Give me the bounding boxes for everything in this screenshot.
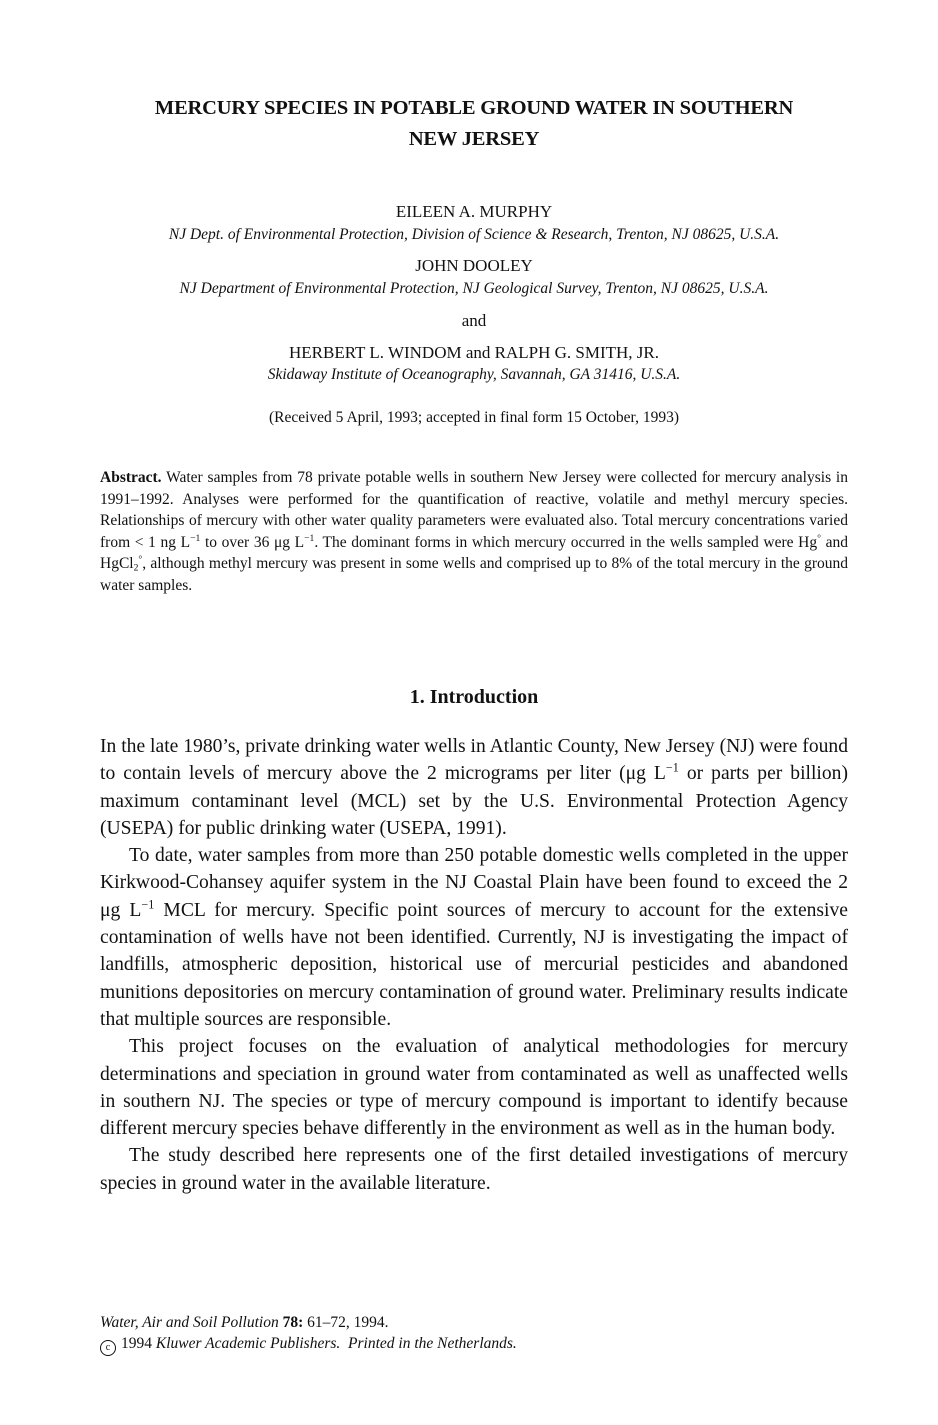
abstract-superscript-4: ° xyxy=(138,554,143,566)
paper-title xyxy=(100,93,848,155)
abstract-text-2: to over 36 μg L xyxy=(200,533,305,551)
copyright-line xyxy=(100,1333,848,1356)
abstract xyxy=(100,467,848,596)
abstract-subscript-4: 2 xyxy=(133,562,139,574)
journal-volume: 78: xyxy=(282,1314,304,1331)
author-affiliation-1: NJ Dept. of Environmental Protection, Division of Science & Research, Trenton, NJ 08625, U.S.A. xyxy=(168,226,780,243)
title-line-2: NEW JERSEY xyxy=(408,128,540,150)
author-name-2: JOHN DOOLEY xyxy=(415,256,533,275)
journal-name: Water, Air and Soil Pollution xyxy=(100,1314,279,1331)
and-separator: and xyxy=(461,311,487,330)
abstract-label: Abstract. xyxy=(100,469,162,486)
received-dates: (Received 5 April, 1993; accepted in final form 15 October, 1993) xyxy=(268,409,679,426)
publisher-name: Kluwer Academic Publishers. xyxy=(155,1335,341,1352)
paragraph-1 xyxy=(100,733,848,842)
abstract-superscript-1: −1 xyxy=(190,532,201,544)
page-footer xyxy=(100,1312,848,1356)
paragraph-1-superscript: −1 xyxy=(665,761,679,776)
paragraph-4: The study described here represents one of the first detailed investigations of mercury species in ground water in the available literature. xyxy=(100,1145,848,1194)
abstract-superscript-2: −1 xyxy=(304,532,315,544)
paragraph-2 xyxy=(100,842,848,1033)
section-heading-introduction: 1. Introduction xyxy=(409,686,539,708)
author-name-3: HERBERT L. WINDOM and RALPH G. SMITH, JR. xyxy=(289,343,659,362)
abstract-text-5: , although methyl mercury was present in some wells and comprised up to 8% of the total mercury in the ground water samples. xyxy=(100,555,848,594)
journal-citation xyxy=(100,1312,848,1333)
author-affiliation-2: NJ Department of Environmental Protection, NJ Geological Survey, Trenton, NJ 08625, U.S.A. xyxy=(179,280,769,297)
title-line-1: MERCURY SPECIES IN POTABLE GROUND WATER IN SOUTHERN xyxy=(154,97,794,119)
copyright-icon: c xyxy=(100,1340,116,1356)
author-affiliation-3: Skidaway Institute of Oceanography, Savannah, GA 31416, U.S.A. xyxy=(267,366,681,383)
paragraph-2-superscript: −1 xyxy=(141,897,155,912)
abstract-text-4: and HgCl xyxy=(100,533,848,572)
author-name-1: EILEEN A. MURPHY xyxy=(395,202,553,221)
paragraph-2-text-a: To date, water samples from more than 250 potable domestic wells completed in the upper Kirkwood-Cohansey aquifer system in the NJ Coastal Plain have been found to exceed the 2 μg L xyxy=(100,845,848,921)
journal-pages: 61–72, 1994. xyxy=(303,1314,389,1331)
copyright-year: 1994 xyxy=(121,1335,152,1352)
abstract-superscript-3: ° xyxy=(817,532,821,544)
abstract-text-1: Water samples from 78 private potable wells in southern New Jersey were collected for mercury analysis in 1991–1992. Analyses were performed for the quantification of reactive, volatile and methyl mercury species. Relationships of mercury with other water quality parameters were evaluated also. Total mercury concentrations varied from < 1 ng L xyxy=(100,469,848,551)
paragraph-2-text-b: MCL for mercury. Specific point sources of mercury to account for the extensive contamination of wells have not been identified. Currently, NJ is investigating the impact of landfills, atmospheric deposition, historical use of mercurial pesticides and abandoned munitions depositories on mercury contamination of ground water. Preliminary results indicate that multiple sources are responsible. xyxy=(100,899,848,1030)
introduction-body xyxy=(100,733,848,1197)
printed-location: Printed in the Netherlands. xyxy=(348,1335,517,1352)
paragraph-1-text-b: or parts per billion) maximum contaminant level (MCL) set by the U.S. Environmental Protection Agency (USEPA) for public drinking water (USEPA, 1991). xyxy=(100,763,848,839)
paragraph-1-text-a: In the late 1980’s, private drinking water wells in Atlantic County, New Jersey (NJ) were found to contain levels of mercury above the 2 micrograms per liter (μg L xyxy=(100,736,849,785)
abstract-text-3: . The dominant forms in which mercury occurred in the wells sampled were Hg xyxy=(314,533,818,551)
paragraph-3: This project focuses on the evaluation of analytical methodologies for mercury determinations and speciation in ground water from contaminated as well as unaffected wells in southern NJ. The species or type of mercury compound is important to identify because different mercury species behave differently in the environment as well as in the human body. xyxy=(100,1036,848,1140)
